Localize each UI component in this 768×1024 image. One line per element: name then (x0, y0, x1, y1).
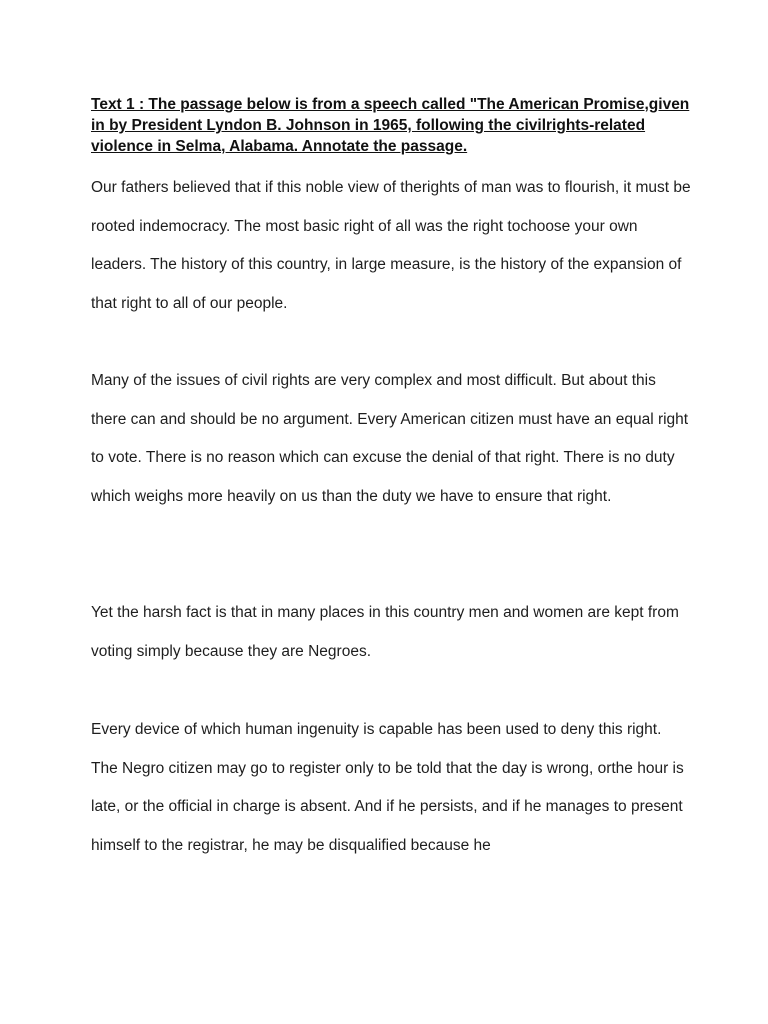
document-heading: Text 1 : The passage below is from a speech called "The American Promise,given in by President Lyndon B. Johnson in 1965, following the civilrights-related violence in Selma, Alabama. Annotate the passage. (91, 96, 690, 155)
paragraph-2: Many of the issues of civil rights are very complex and most difficult. But about this there can and should be no argument. Every American citizen must have an equal right to vote. There is no reason which can excuse the denial of that right. There is no duty which weighs more heavily on us than the duty we have to ensure that right. (91, 372, 689, 505)
paragraph-3: Yet the harsh fact is that in many places in this country men and women are kept from voting simply because they are Negroes. (91, 604, 679, 660)
paragraph-4: Every device of which human ingenuity is capable has been used to deny this right. The Negro citizen may go to register only to be told that the day is wrong, orthe hour is late, or the official in charge is absent. And if he persists, and if he manages to present himself to the registrar, he may be disqualified because he (91, 721, 684, 854)
paragraph-1: Our fathers believed that if this noble view of therights of man was to flourish, it must be rooted indemocracy. The most basic right of all was the right tochoose your own leaders. The history of this country, in large measure, is the history of the expansion of that right to all of our people. (91, 179, 691, 312)
